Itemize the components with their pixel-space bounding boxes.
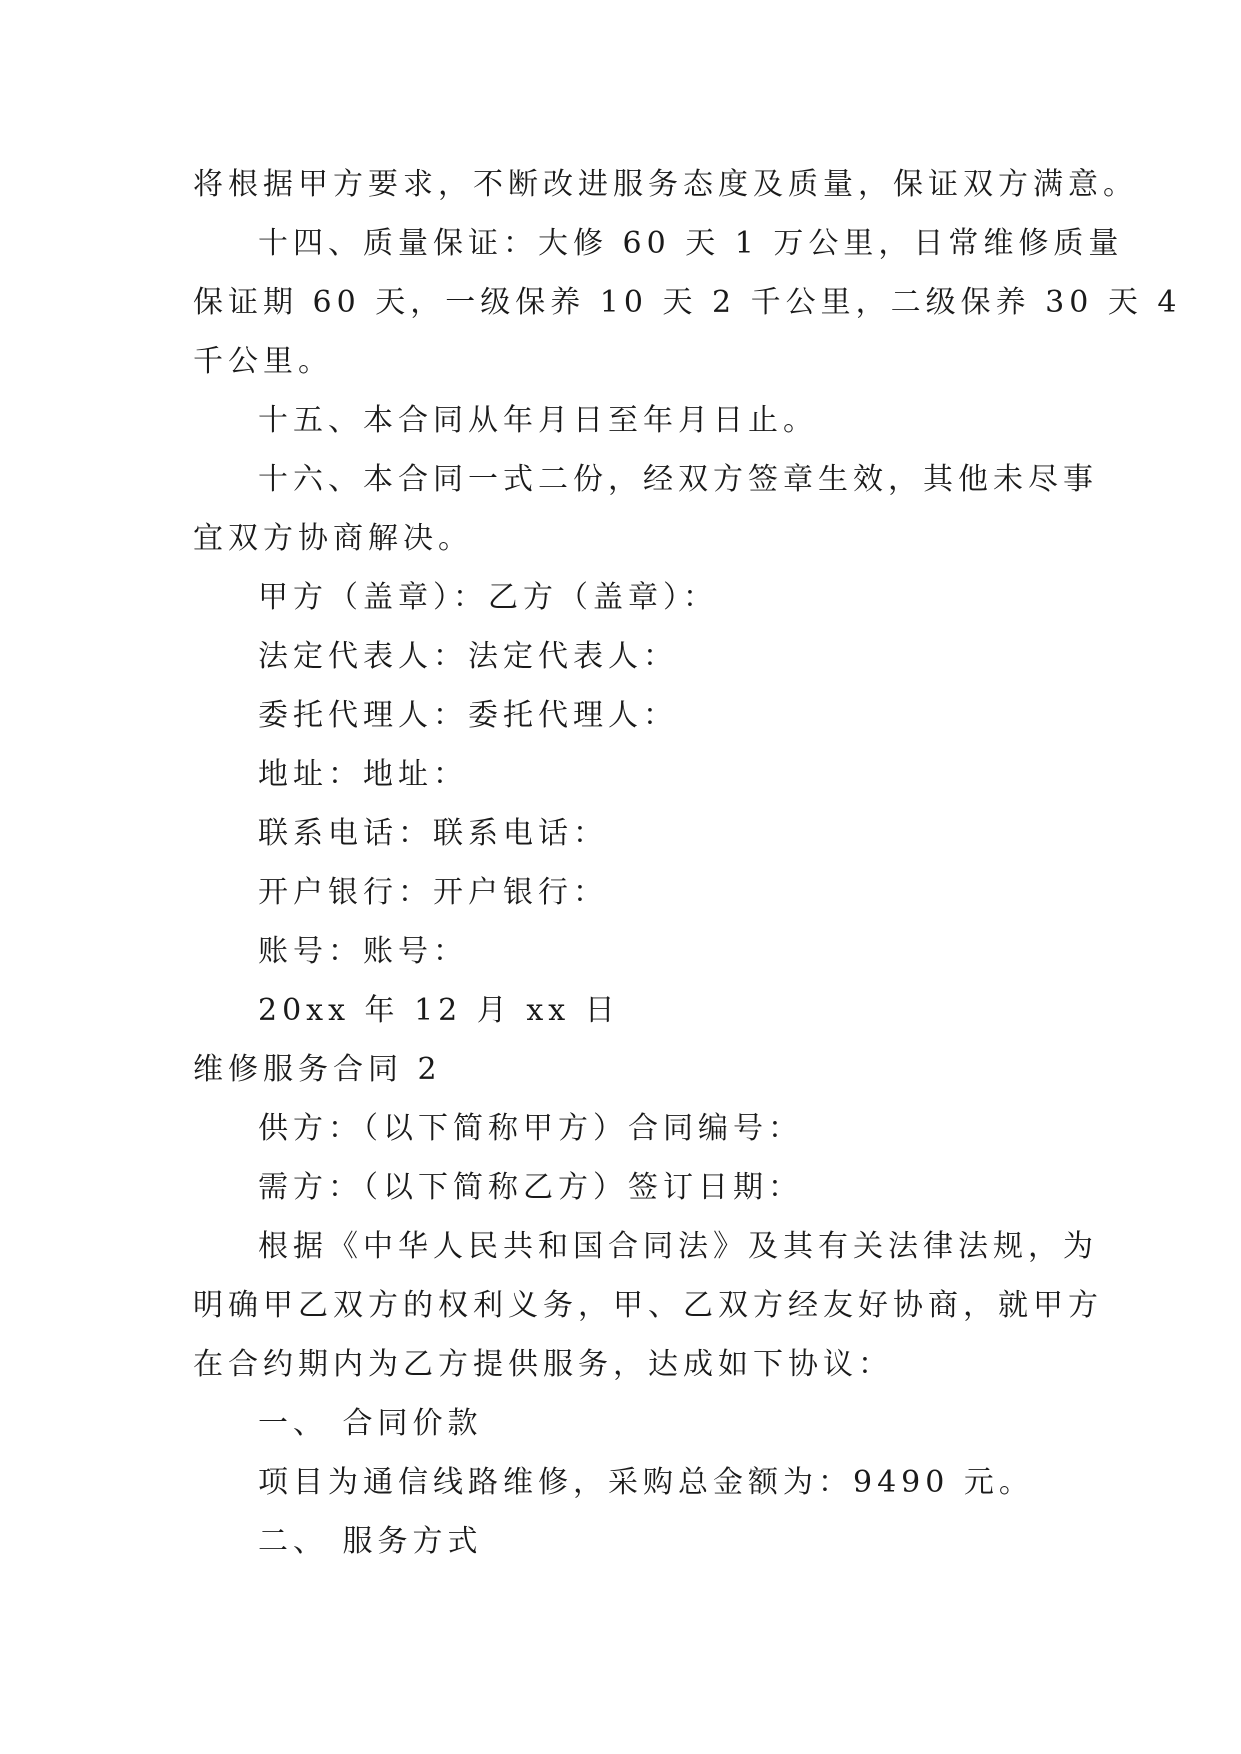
text-line: 将根据甲方要求，不断改进服务态度及质量，保证双方满意。	[193, 167, 1138, 202]
text-line: 根据《中华人民共和国合同法》及其有关法律法规，为	[258, 1229, 1098, 1264]
text-line: 十四、质量保证：大修 60 天 1 万公里，日常维修质量	[258, 226, 1124, 261]
text-line: 在合约期内为乙方提供服务，达成如下协议：	[193, 1347, 893, 1382]
clause-heading: 一、 合同价款	[258, 1406, 483, 1441]
text-line: 委托代理人：委托代理人：	[258, 698, 678, 733]
text-line: 供方：（以下简称甲方）合同编号：	[258, 1111, 803, 1146]
text-line: 需方：（以下简称乙方）签订日期：	[258, 1170, 803, 1205]
text-line: 保证期 60 天，一级保养 10 天 2 千公里，二级保养 30 天 4	[193, 285, 1182, 320]
text-line: 十六、本合同一式二份，经双方签章生效，其他未尽事	[258, 462, 1098, 497]
text-line: 地址：地址：	[258, 757, 468, 792]
text-line: 20xx 年 12 月 xx 日	[258, 993, 620, 1028]
section-title: 维修服务合同 2	[193, 1052, 442, 1087]
text-line: 甲方（盖章）：乙方（盖章）：	[258, 580, 718, 615]
text-line: 法定代表人：法定代表人：	[258, 639, 678, 674]
text-line: 千公里。	[193, 344, 333, 379]
text-line: 联系电话：联系电话：	[258, 816, 608, 851]
text-line: 明确甲乙双方的权利义务，甲、乙双方经友好协商，就甲方	[193, 1288, 1103, 1323]
text-line: 开户银行：开户银行：	[258, 875, 608, 910]
clause-heading: 二、 服务方式	[258, 1524, 483, 1559]
text-line: 宜双方协商解决。	[193, 521, 473, 556]
text-line: 项目为通信线路维修，采购总金额为：9490 元。	[258, 1465, 1034, 1500]
text-line: 十五、本合同从年月日至年月日止。	[258, 403, 818, 438]
text-line: 账号：账号：	[258, 934, 468, 969]
